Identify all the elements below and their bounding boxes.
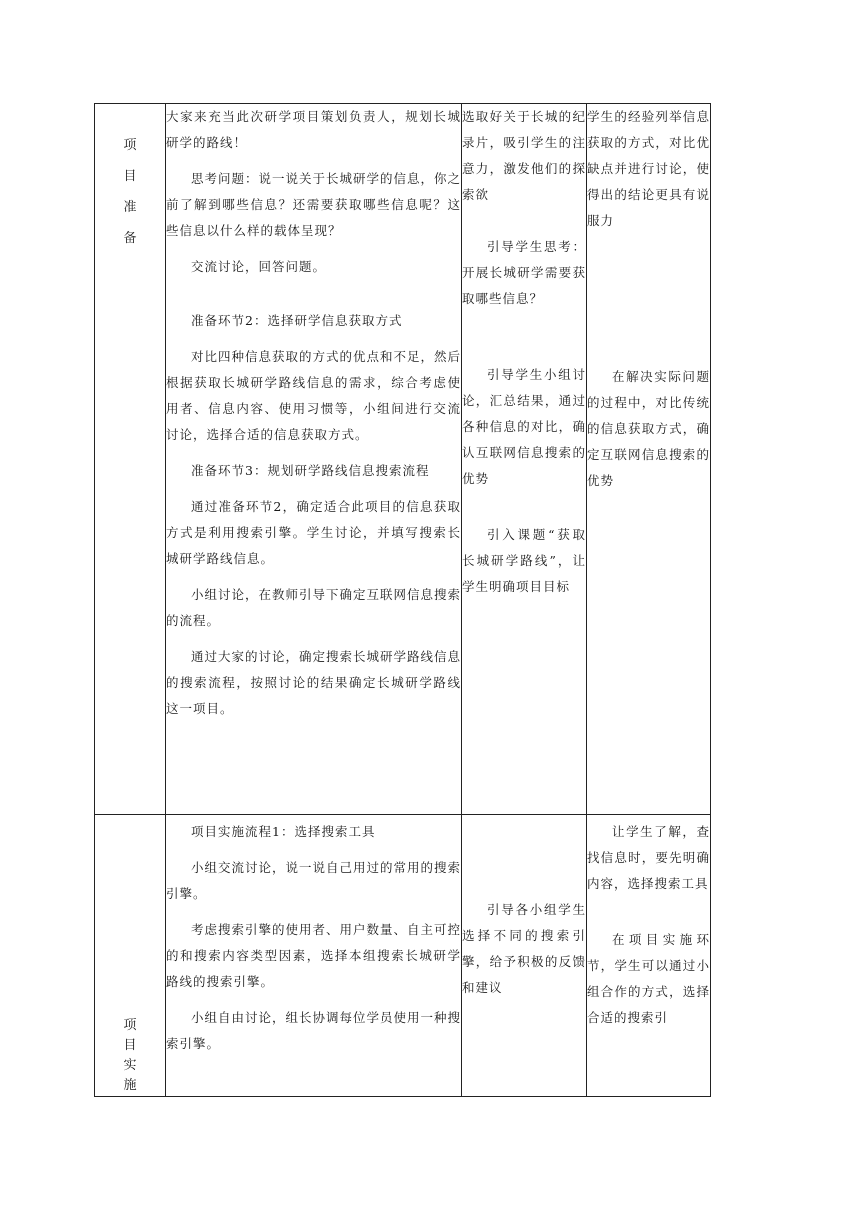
paragraph: 引导学生思考：开展长城研学需要获取哪些信息？ — [462, 239, 586, 306]
lesson-plan-table — [94, 103, 711, 1097]
paragraph: 在项目实施环节，学生可以通过小组合作的方式，选择合适的搜索引 — [587, 932, 710, 1025]
paragraph: 小组自由讨论，组长协调每位学员使用一种搜索引擎。 — [166, 1010, 462, 1051]
stage-char: 实 — [123, 1058, 137, 1073]
paragraph: 思考问题：说一说关于长城研学的信息，你之前了解到哪些信息？还需要获取哪些信息呢？这些信息以什么样的载体呈现？ — [166, 171, 462, 238]
stage-char: 目 — [123, 1038, 137, 1053]
paragraph: 学生的经验列举信息获取的方式，对比优缺点并进行讨论，使得出的结论更具有说服力 — [587, 109, 710, 228]
stage-char: 准 — [123, 200, 137, 215]
stage-char: 施 — [123, 1078, 137, 1093]
paragraph: 对比四种信息获取的方式的优点和不足，然后根据获取长城研学路线信息的需求，综合考虑使用者、信息内容、使用习惯等，小组间进行交流讨论，选择合适的信息获取方式。 — [166, 349, 462, 442]
paragraph: 引入课题“获取长城研学路线”，让学生明确项目目标 — [462, 527, 586, 594]
stage-char: 项 — [123, 138, 137, 153]
intent-cell-implementation — [587, 815, 711, 1097]
paragraph: 准备环节3：规划研学路线信息搜索流程 — [191, 463, 430, 478]
teacher-cell-preparation — [462, 104, 587, 815]
stage-char: 项 — [123, 1018, 137, 1033]
paragraph: 考虑搜索引擎的使用者、用户数量、自主可控的和搜索内容类型因素，选择本组搜索长城研学路线的搜索引擎。 — [166, 922, 462, 989]
teacher-cell-implementation — [462, 815, 587, 1097]
table-row-preparation — [95, 104, 711, 815]
stage-label-preparation — [95, 104, 166, 815]
paragraph: 小组讨论，在教师引导下确定互联网信息搜索的流程。 — [166, 587, 462, 628]
activity-cell-preparation — [166, 104, 462, 815]
paragraph: 小组交流讨论，说一说自己用过的常用的搜索引擎。 — [166, 860, 462, 901]
paragraph: 大家来充当此次研学项目策划负责人，规划长城研学的路线！ — [166, 109, 461, 150]
paragraph: 选取好关于长城的纪录片，吸引学生的注意力，激发他们的探索欲 — [462, 109, 586, 202]
paragraph: 交流讨论，回答问题。 — [191, 259, 327, 274]
intent-cell-preparation — [587, 104, 711, 815]
paragraph: 通过大家的讨论，确定搜索长城研学路线信息的搜索流程，按照讨论的结果确定长城研学路线这一项目。 — [166, 649, 462, 716]
table-row-implementation — [95, 815, 711, 1097]
paragraph: 让学生了解，查找信息时，要先明确内容，选择搜索工具 — [587, 824, 710, 891]
paragraph: 通过准备环节2，确定适合此项目的信息获取方式是利用搜索引擎。学生讨论，并填写搜索长城研学路线信息。 — [166, 499, 461, 566]
paragraph: 项目实施流程1：选择搜索工具 — [191, 824, 376, 839]
activity-cell-implementation — [166, 815, 462, 1097]
paragraph: 引导各小组学生选择不同的搜索引擎，给予积极的反馈和建议 — [462, 902, 586, 995]
stage-char: 目 — [123, 169, 137, 184]
paragraph: 在解决实际问题的过程中，对比传统的信息获取方式，确定互联网信息搜索的优势 — [587, 369, 710, 488]
paragraph: 引导学生小组讨论，汇总结果，通过各种信息的对比，确认互联网信息搜索的优势 — [462, 367, 586, 486]
stage-label-implementation — [95, 815, 166, 1097]
stage-char: 备 — [123, 231, 137, 246]
paragraph: 准备环节2：选择研学信息获取方式 — [191, 313, 403, 328]
